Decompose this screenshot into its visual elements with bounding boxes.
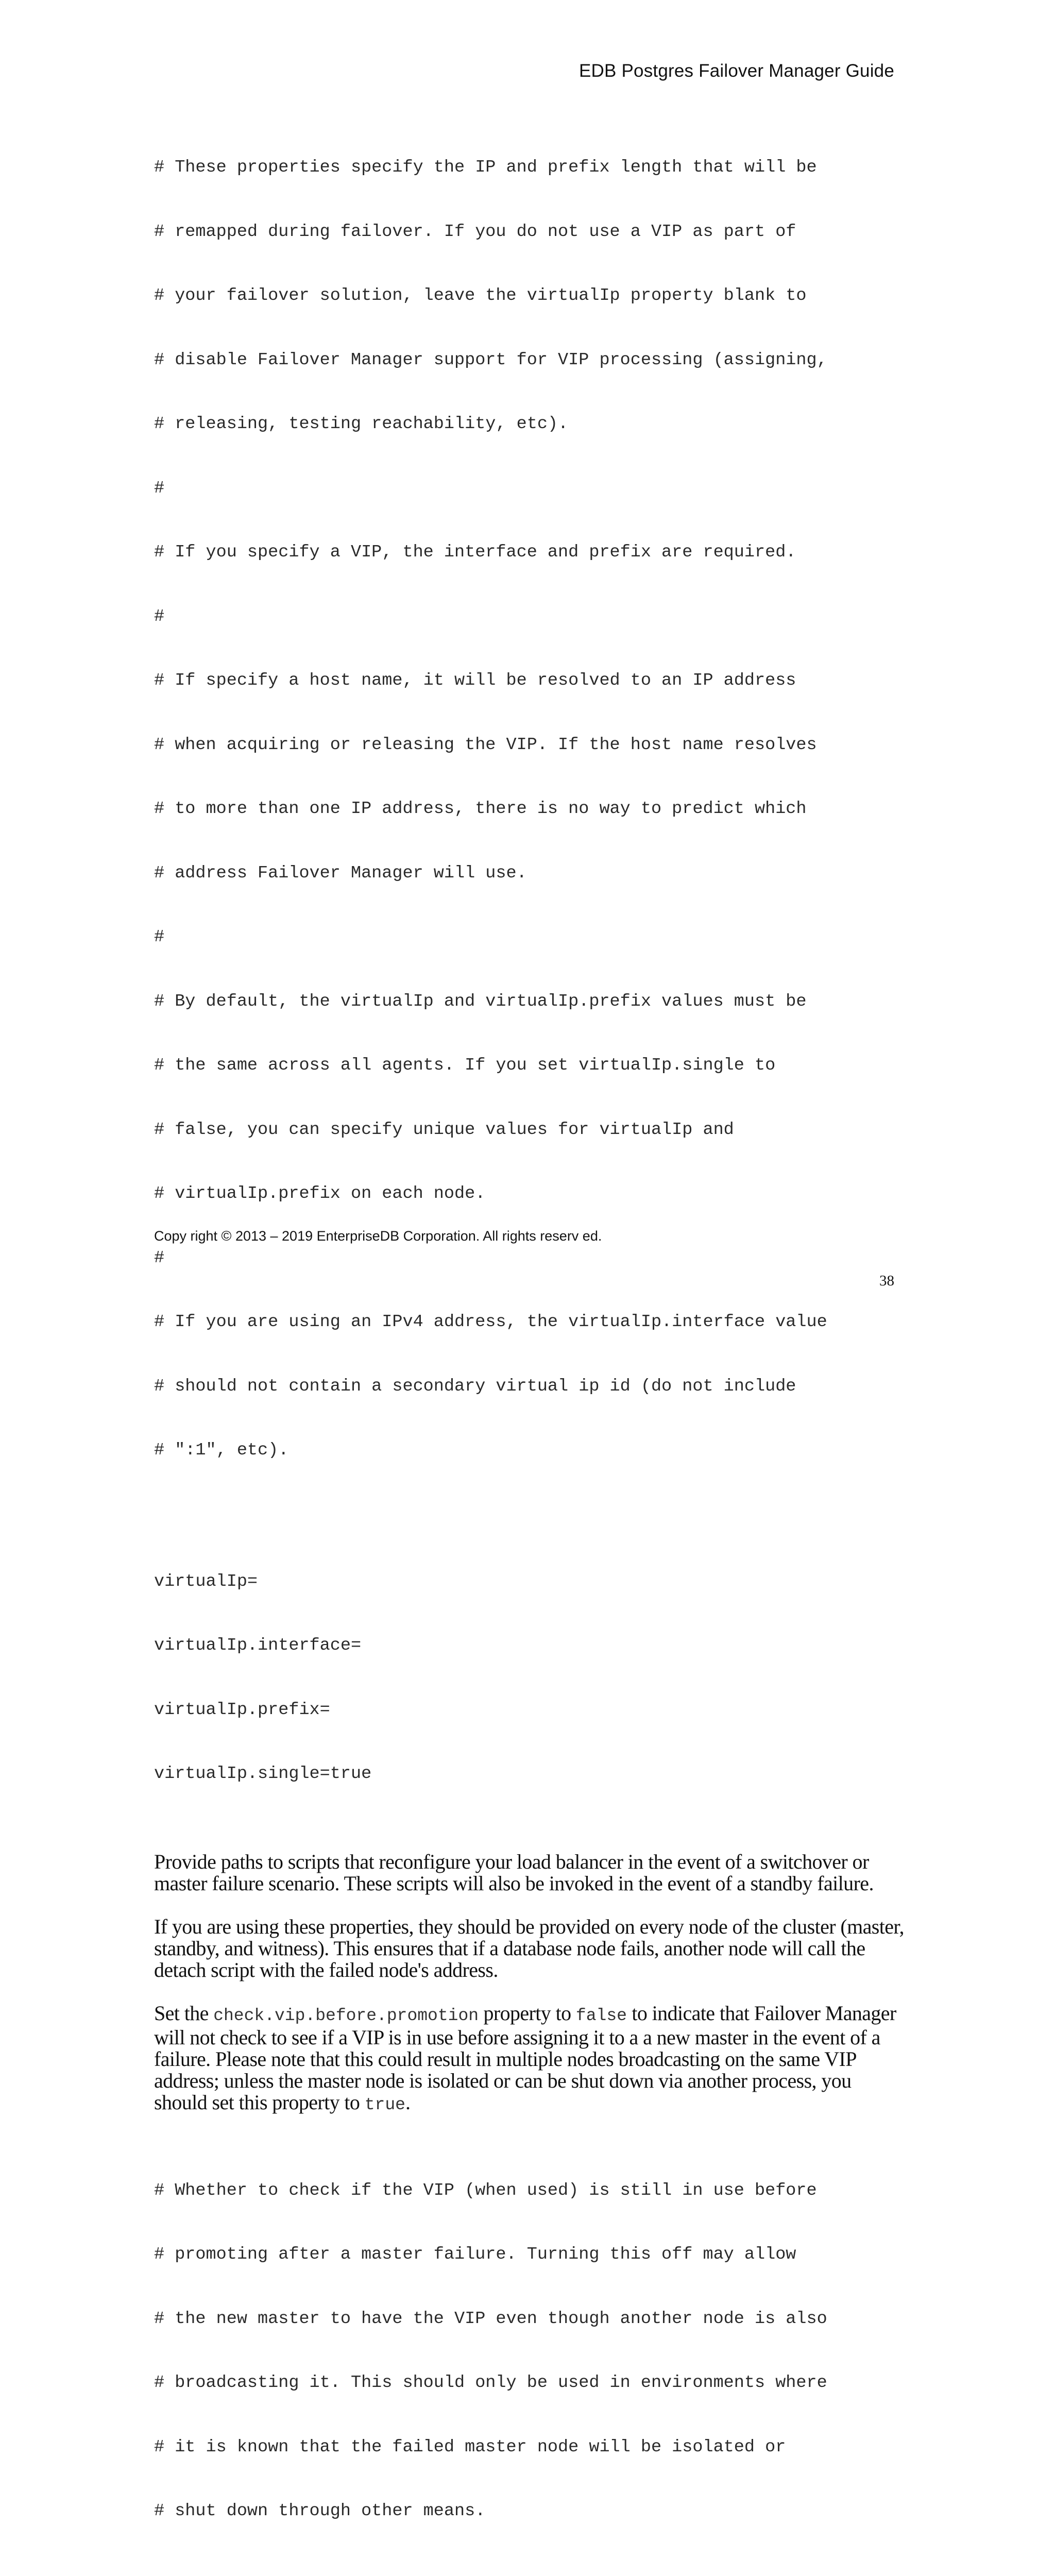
virtualip-properties-block: [154, 1529, 906, 1828]
code-line: #: [154, 927, 165, 947]
paragraph-text: Set the: [154, 2001, 214, 2025]
inline-code: true: [364, 2095, 405, 2114]
inline-code: check.vip.before.promotion: [213, 2006, 479, 2025]
page-content: [154, 114, 906, 2576]
code-line: # it is known that the failed master node will be isolated or: [154, 2437, 786, 2457]
page-number: 38: [879, 1273, 894, 1289]
code-line: # By default, the virtualIp and virtualIp.prefix values must be: [154, 991, 807, 1011]
running-header: EDB Postgres Failover Manager Guide: [579, 61, 894, 81]
load-balancer-paragraph: Provide paths to scripts that reconfigure your load balancer in the event of a switchover or master failure scenario. These scripts will also be invoked in the event of a standby failure.: [154, 1850, 874, 1895]
code-line: # If you are using an IPv4 address, the virtualIp.interface value: [154, 1312, 827, 1332]
code-line: # These properties specify the IP and prefix length that will be: [154, 158, 817, 177]
code-line: # the same across all agents. If you set virtualIp.single to: [154, 1056, 776, 1075]
code-line: virtualIp=: [154, 1571, 258, 1591]
paragraph-text: property to: [479, 2001, 576, 2025]
code-line: # promoting after a master failure. Turning this off may allow: [154, 2245, 796, 2264]
code-line: # virtualIp.prefix on each node.: [154, 1184, 486, 1204]
cluster-nodes-paragraph: If you are using these properties, they should be provided on every node of the cluster (master, standby, and witness). This ensures that if a database node fails, another node will call the detach script with the failed node's address.: [154, 1914, 904, 1981]
code-line: # false, you can specify unique values for virtualIp and: [154, 1120, 734, 1140]
code-line: # when acquiring or releasing the VIP. If the host name resolves: [154, 735, 817, 755]
code-line: # Whether to check if the VIP (when used) is still in use before: [154, 2180, 817, 2200]
code-line: # the new master to have the VIP even though another node is also: [154, 2309, 827, 2329]
code-line: # shut down through other means.: [154, 2501, 486, 2521]
vip-comment-code-block: [154, 114, 906, 1504]
code-line: # to more than one IP address, there is no way to predict which: [154, 799, 807, 819]
code-line: # disable Failover Manager support for VIP processing (assigning,: [154, 350, 827, 370]
code-line: virtualIp.prefix=: [154, 1700, 330, 1720]
code-line: virtualIp.interface=: [154, 1636, 362, 1655]
check-vip-paragraph: [154, 2003, 906, 2116]
check-vip-comment-block: [154, 2138, 906, 2565]
code-line: # your failover solution, leave the virtualIp property blank to: [154, 286, 807, 306]
paragraph-text: to indicate that Failover Manager will not check to see if a VIP is in use before assigning it to a a new master in the event of a failure. Please note that this could result in multiple nodes broadcasting on the same VIP address; unless the master node is isolated or can be shut down via another process, you should set this property to: [154, 2001, 896, 2114]
paragraph-text: .: [405, 2090, 411, 2114]
code-line: # remapped during failover. If you do not use a VIP as part of: [154, 222, 796, 242]
inline-code: false: [575, 2006, 627, 2025]
copyright-footer: Copy right © 2013 – 2019 EnterpriseDB Corporation. All rights reserv ed.: [154, 1228, 602, 1244]
code-line: # address Failover Manager will use.: [154, 863, 527, 883]
code-line: # should not contain a secondary virtual ip id (do not include: [154, 1376, 796, 1396]
code-line: # broadcasting it. This should only be used in environments where: [154, 2373, 827, 2393]
code-line: # If you specify a VIP, the interface and prefix are required.: [154, 543, 796, 562]
code-line: # ":1", etc).: [154, 1440, 289, 1460]
code-line: #: [154, 1248, 165, 1268]
code-line: #: [154, 478, 165, 498]
code-line: virtualIp.single=true: [154, 1764, 372, 1784]
code-line: #: [154, 606, 165, 626]
code-line: # If specify a host name, it will be resolved to an IP address: [154, 671, 796, 690]
code-line: # releasing, testing reachability, etc).: [154, 414, 569, 434]
